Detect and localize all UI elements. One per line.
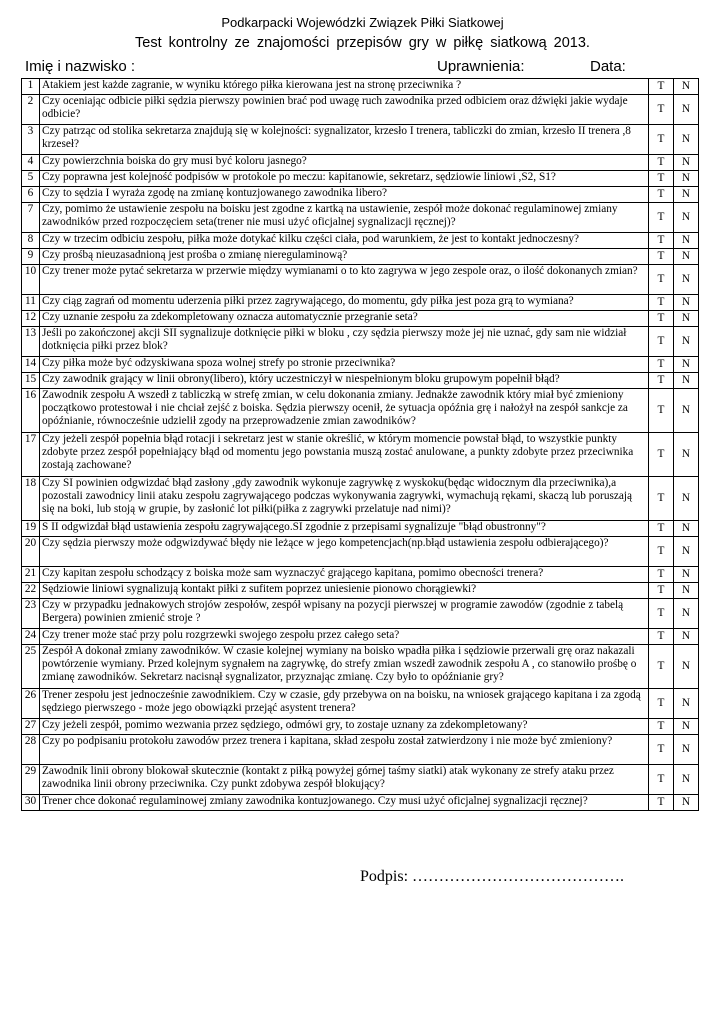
answer-false-option[interactable]: N	[674, 735, 699, 765]
question-row	[22, 265, 699, 295]
question-text: Zawodnik zespołu A wszedł z tabliczką w strefę zmian, w celu dokonania zmiany. Jednakże zawodnik który miał być zmieniony początkowo protestował i nie chciał zejść z boiska. Sędzia pierwszy ocenił, że sytuacja opóźnia grę i nałożył na zespół sankcje za opóźnianie, równocześnie udzielił zgody na przeprowadzenie zmian zawodników?	[40, 389, 649, 433]
answer-true-option[interactable]: T	[649, 765, 674, 795]
question-number: 6	[22, 187, 40, 203]
question-number: 16	[22, 389, 40, 433]
question-text: Czy w trzecim odbiciu zespołu, piłka może dotykać kilku części ciała, pod warunkiem, że jest to kontakt jednoczesny?	[40, 233, 649, 249]
organization-name: Podkarpacki Wojewódzki Związek Piłki Siatkowej	[221, 15, 504, 30]
answer-false-option[interactable]: N	[674, 357, 699, 373]
answer-true-option[interactable]: T	[649, 373, 674, 389]
answer-true-option[interactable]: T	[649, 95, 674, 125]
question-text: Czy po podpisaniu protokołu zawodów przez trenera i kapitana, skład zespołu został zatwierdzony i nie może być zmieniony?	[40, 735, 649, 765]
question-number: 2	[22, 95, 40, 125]
question-text: Czy sędzia pierwszy może odgwizdywać błędy nie leżące w jego kompetencjach(np.błąd ustawienia zespołu odbierającego)?	[40, 537, 649, 567]
question-row	[22, 583, 699, 599]
question-row	[22, 765, 699, 795]
question-number: 7	[22, 203, 40, 233]
question-row	[22, 373, 699, 389]
answer-false-option[interactable]: N	[674, 795, 699, 811]
question-row	[22, 295, 699, 311]
question-text: Czy poprawna jest kolejność podpisów w protokole po meczu: kapitanowie, sekretarz, sędziowie liniowi ,S2, S1?	[40, 171, 649, 187]
question-text: Czy ciąg zagrań od momentu uderzenia piłki przez zagrywającego, do momentu, gdy piłka jest poza grą to wymiana?	[40, 295, 649, 311]
question-text: Czy patrząc od stolika sekretarza znajdują się w kolejności: sygnalizator, krzesło I trenera, tabliczki do zmian, krzesło II trenera ,8 krzeseł?	[40, 125, 649, 155]
answer-false-option[interactable]: N	[674, 249, 699, 265]
answer-false-option[interactable]: N	[674, 719, 699, 735]
question-text: Czy uznanie zespołu za zdekompletowany oznacza automatycznie przegranie seta?	[40, 311, 649, 327]
answer-true-option[interactable]: T	[649, 265, 674, 295]
question-number: 21	[22, 567, 40, 583]
test-title: Test kontrolny ze znajomości przepisów gry w piłkę siatkową 2013.	[135, 35, 590, 51]
answer-false-option[interactable]: N	[674, 599, 699, 629]
question-row	[22, 795, 699, 811]
question-text: Czy jeżeli zespół, pomimo wezwania przez sędziego, odmówi gry, to zostaje uznany za zdekompletowany?	[40, 719, 649, 735]
question-text: Jeśli po zakończonej akcji SII sygnalizuje dotknięcie piłki w bloku , czy sędzia pierwszy może jej nie uznać, gdy sam nie widział dotknięcia piłki przez blok?	[40, 327, 649, 357]
answer-false-option[interactable]: N	[674, 433, 699, 477]
answer-true-option[interactable]: T	[649, 583, 674, 599]
answer-true-option[interactable]: T	[649, 311, 674, 327]
answer-false-option[interactable]: N	[674, 79, 699, 95]
answer-false-option[interactable]: N	[674, 187, 699, 203]
answer-true-option[interactable]: T	[649, 795, 674, 811]
question-number: 11	[22, 295, 40, 311]
question-number: 29	[22, 765, 40, 795]
question-text: Czy zawodnik grający w linii obrony(libero), który uczestniczył w niespełnionym bloku grupowym popełnił błąd?	[40, 373, 649, 389]
question-row	[22, 155, 699, 171]
answer-true-option[interactable]: T	[649, 357, 674, 373]
question-number: 18	[22, 477, 40, 521]
question-number: 19	[22, 521, 40, 537]
question-text: Zawodnik linii obrony blokował skutecznie (kontakt z piłką powyżej górnej taśmy siatki) atak wykonany ze strefy ataku przez zawodnika linii obrony przeciwnika. Czy punkt zdobywa zespół blokujący?	[40, 765, 649, 795]
question-number: 28	[22, 735, 40, 765]
question-text: Czy kapitan zespołu schodzący z boiska może sam wyznaczyć grającego kapitana, pomimo obecności trenera?	[40, 567, 649, 583]
question-text: Czy trener może stać przy polu rozgrzewki swojego zespołu przez całego seta?	[40, 629, 649, 645]
answer-true-option[interactable]: T	[649, 79, 674, 95]
questions-table	[21, 78, 699, 811]
answer-false-option[interactable]: N	[674, 155, 699, 171]
question-row	[22, 521, 699, 537]
question-row	[22, 689, 699, 719]
question-row	[22, 537, 699, 567]
question-text: Trener chce dokonać regulaminowej zmiany zawodnika kontuzjowanego. Czy musi użyć oficjalnej sygnalizacji ręcznej?	[40, 795, 649, 811]
signature-dots: ………………………………….	[412, 868, 625, 885]
question-text: S II odgwizdał błąd ustawienia zespołu zagrywającego.SI zgodnie z przepisami sygnalizuje "błąd obustronny"?	[40, 521, 649, 537]
question-number: 12	[22, 311, 40, 327]
answer-true-option[interactable]: T	[649, 521, 674, 537]
answer-true-option[interactable]: T	[649, 629, 674, 645]
question-text: Czy, pomimo że ustawienie zespołu na boisku jest zgodne z kartką na ustawienie, zespół może dokonać regulaminowej zmiany zawodników przed rozpoczęciem seta(trener nie musi użyć oficjalnej sygnalizacji ręcznej)?	[40, 203, 649, 233]
question-text: Czy oceniając odbicie piłki sędzia pierwszy powinien brać pod uwagę ruch zawodnika przed odbiciem oraz dźwięki jakie wydaje odbicie?	[40, 95, 649, 125]
question-number: 30	[22, 795, 40, 811]
signature-label: Podpis:	[360, 868, 409, 885]
question-number: 20	[22, 537, 40, 567]
question-number: 13	[22, 327, 40, 357]
question-row	[22, 599, 699, 629]
answer-false-option[interactable]: N	[674, 521, 699, 537]
question-number: 27	[22, 719, 40, 735]
answer-false-option[interactable]: N	[674, 567, 699, 583]
question-number: 15	[22, 373, 40, 389]
question-row	[22, 735, 699, 765]
question-row	[22, 719, 699, 735]
license-label: Uprawnienia:	[437, 58, 525, 75]
answer-true-option[interactable]: T	[649, 477, 674, 521]
name-label: Imię i nazwisko :	[25, 58, 136, 75]
question-text: Zespół A dokonał zmiany zawodników. W czasie kolejnej wymiany na boisko wpadła piłka i sędziowie przerwali grę oraz nakazali powtórzenie wymiany. Przed kolejnym sygnałem na zagrywkę, do strefy zmian wszedł zawodnik zespołu A , co stanowiło prośbę o zmianę zawodników. Sekretarz nacisnął sygnalizator, przyznając zmianę. Czy było to opóźnianie gry?	[40, 645, 649, 689]
answer-false-option[interactable]: N	[674, 265, 699, 295]
answer-false-option[interactable]: N	[674, 295, 699, 311]
answer-false-option[interactable]: N	[674, 311, 699, 327]
question-row	[22, 95, 699, 125]
answer-false-option[interactable]: N	[674, 645, 699, 689]
answer-false-option[interactable]: N	[674, 583, 699, 599]
question-row	[22, 203, 699, 233]
question-number: 17	[22, 433, 40, 477]
answer-true-option[interactable]: T	[649, 389, 674, 433]
question-row	[22, 433, 699, 477]
question-row	[22, 79, 699, 95]
answer-true-option[interactable]: T	[649, 433, 674, 477]
question-row	[22, 645, 699, 689]
date-label: Data:	[590, 58, 626, 75]
answer-true-option[interactable]: T	[649, 125, 674, 155]
answer-true-option[interactable]: T	[649, 719, 674, 735]
question-number: 3	[22, 125, 40, 155]
question-text: Czy SI powinien odgwizdać błąd zasłony ,gdy zawodnik wykonuje zagrywkę z wyskoku(będąc widocznym dla przeciwnika),a pozostali zawodnicy linii ataku zespołu zagrywającego podczas wykonywania zagrywki, wymachują rękami, skaczą lub poruszają się na boki, lub stoją w grupie, by zasłonić lot piłki(piłka z zagrywki przelatuje nad nimi)?	[40, 477, 649, 521]
answer-true-option[interactable]: T	[649, 187, 674, 203]
answer-true-option[interactable]: T	[649, 327, 674, 357]
answer-true-option[interactable]: T	[649, 171, 674, 187]
question-text: Sędziowie liniowi sygnalizują kontakt piłki z sufitem poprzez uniesienie pionowo chorągiewki?	[40, 583, 649, 599]
question-text: Czy prośbą nieuzasadnioną jest prośba o zmianę nieregulaminową?	[40, 249, 649, 265]
answer-false-option[interactable]: N	[674, 171, 699, 187]
question-text: Atakiem jest każde zagranie, w wyniku którego piłka kierowana jest na stronę przeciwnika ?	[40, 79, 649, 95]
question-row	[22, 477, 699, 521]
question-row	[22, 629, 699, 645]
answer-false-option[interactable]: N	[674, 233, 699, 249]
question-text: Czy jeżeli zespół popełnia błąd rotacji i sekretarz jest w stanie określić, w którym momencie powstał błąd, to wszystkie punkty zdobyte przez zespół popełniający błąd od momentu jego powstania muszą zostać anulowane, a punkty zdobyte przez przeciwnika zostają zachowane?	[40, 433, 649, 477]
question-number: 22	[22, 583, 40, 599]
answer-false-option[interactable]: N	[674, 203, 699, 233]
question-number: 26	[22, 689, 40, 719]
answer-true-option[interactable]: T	[649, 203, 674, 233]
answer-false-option[interactable]: N	[674, 389, 699, 433]
question-number: 9	[22, 249, 40, 265]
question-number: 10	[22, 265, 40, 295]
answer-false-option[interactable]: N	[674, 125, 699, 155]
question-row	[22, 249, 699, 265]
question-row	[22, 327, 699, 357]
question-row	[22, 567, 699, 583]
question-number: 8	[22, 233, 40, 249]
answer-false-option[interactable]: N	[674, 327, 699, 357]
answer-false-option[interactable]: N	[674, 629, 699, 645]
answer-true-option[interactable]: T	[649, 233, 674, 249]
question-text: Czy to sędzia I wyraża zgodę na zmianę kontuzjowanego zawodnika libero?	[40, 187, 649, 203]
question-number: 4	[22, 155, 40, 171]
signature-line	[360, 868, 624, 886]
answer-false-option[interactable]: N	[674, 477, 699, 521]
question-number: 5	[22, 171, 40, 187]
answer-false-option[interactable]: N	[674, 765, 699, 795]
question-text: Czy trener może pytać sekretarza w przerwie między wymianami o to kto zagrywa w jego zespole oraz, o ilość dokonanych zmian?	[40, 265, 649, 295]
answer-true-option[interactable]: T	[649, 249, 674, 265]
answer-false-option[interactable]: N	[674, 95, 699, 125]
answer-false-option[interactable]: N	[674, 537, 699, 567]
question-text: Czy w przypadku jednakowych strojów zespołów, zespół wpisany na pozycji pierwszej w programie zawodów (zgodnie z tabelą Bergera) powinien zmienić stroje ?	[40, 599, 649, 629]
answer-true-option[interactable]: T	[649, 155, 674, 171]
question-row	[22, 357, 699, 373]
question-row	[22, 125, 699, 155]
question-text: Czy powierzchnia boiska do gry musi być koloru jasnego?	[40, 155, 649, 171]
question-text: Trener zespołu jest jednocześnie zawodnikiem. Czy w czasie, gdy przebywa on na boisku, na wniosek grającego kapitana i za zgodą sędziego pierwszego - może jego obowiązki przejąć asystent trenera?	[40, 689, 649, 719]
question-row	[22, 233, 699, 249]
answer-true-option[interactable]: T	[649, 735, 674, 765]
answer-true-option[interactable]: T	[649, 645, 674, 689]
question-number: 14	[22, 357, 40, 373]
question-number: 1	[22, 79, 40, 95]
answer-true-option[interactable]: T	[649, 295, 674, 311]
question-number: 25	[22, 645, 40, 689]
answer-true-option[interactable]: T	[649, 537, 674, 567]
question-row	[22, 311, 699, 327]
question-text: Czy piłka może być odzyskiwana spoza wolnej strefy po stronie przeciwnika?	[40, 357, 649, 373]
answer-false-option[interactable]: N	[674, 373, 699, 389]
answer-true-option[interactable]: T	[649, 599, 674, 629]
answer-false-option[interactable]: N	[674, 689, 699, 719]
question-row	[22, 389, 699, 433]
question-row	[22, 187, 699, 203]
answer-true-option[interactable]: T	[649, 689, 674, 719]
answer-true-option[interactable]: T	[649, 567, 674, 583]
question-number: 23	[22, 599, 40, 629]
question-row	[22, 171, 699, 187]
question-number: 24	[22, 629, 40, 645]
